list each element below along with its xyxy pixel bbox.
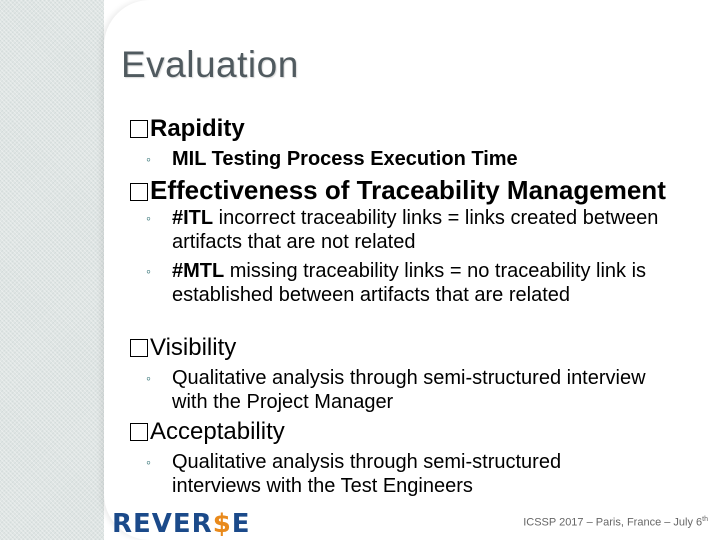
- circle-bullet-icon: ◦: [146, 370, 151, 386]
- circle-bullet-icon: ◦: [146, 263, 151, 279]
- circle-bullet-icon: ◦: [146, 210, 151, 226]
- section-heading-acceptability: Acceptability: [130, 418, 285, 446]
- decorative-side-band: [0, 0, 104, 540]
- list-item: ◦ #ITL incorrect traceability links = links created between artifacts that are not related: [146, 207, 659, 253]
- square-bullet-icon: [130, 423, 148, 441]
- list-item: ◦ Qualitative analysis through semi-structured interview with the Project Manager: [146, 367, 646, 413]
- slide-title: Evaluation: [121, 44, 299, 85]
- list-item: ◦ MIL Testing Process Execution Time: [146, 148, 518, 170]
- slide-footer: ICSSP 2017 – Paris, France – July 6th: [523, 516, 708, 529]
- section-heading-rapidity: Rapidity: [130, 115, 245, 143]
- list-item: ◦ #MTL missing traceability links = no traceability link is established between artifacts that are related: [146, 260, 647, 306]
- section-heading-effectiveness: Effectiveness of Traceability Management: [130, 175, 666, 206]
- section-heading-visibility: Visibility: [130, 334, 236, 362]
- square-bullet-icon: [130, 339, 148, 357]
- reverse-logo: REVER$E: [112, 509, 251, 539]
- circle-bullet-icon: ◦: [146, 454, 151, 470]
- circle-bullet-icon: ◦: [146, 151, 151, 167]
- square-bullet-icon: [130, 183, 148, 201]
- list-item: ◦ Qualitative analysis through semi-structured interviews with the Test Engineers: [146, 451, 562, 497]
- square-bullet-icon: [130, 120, 148, 138]
